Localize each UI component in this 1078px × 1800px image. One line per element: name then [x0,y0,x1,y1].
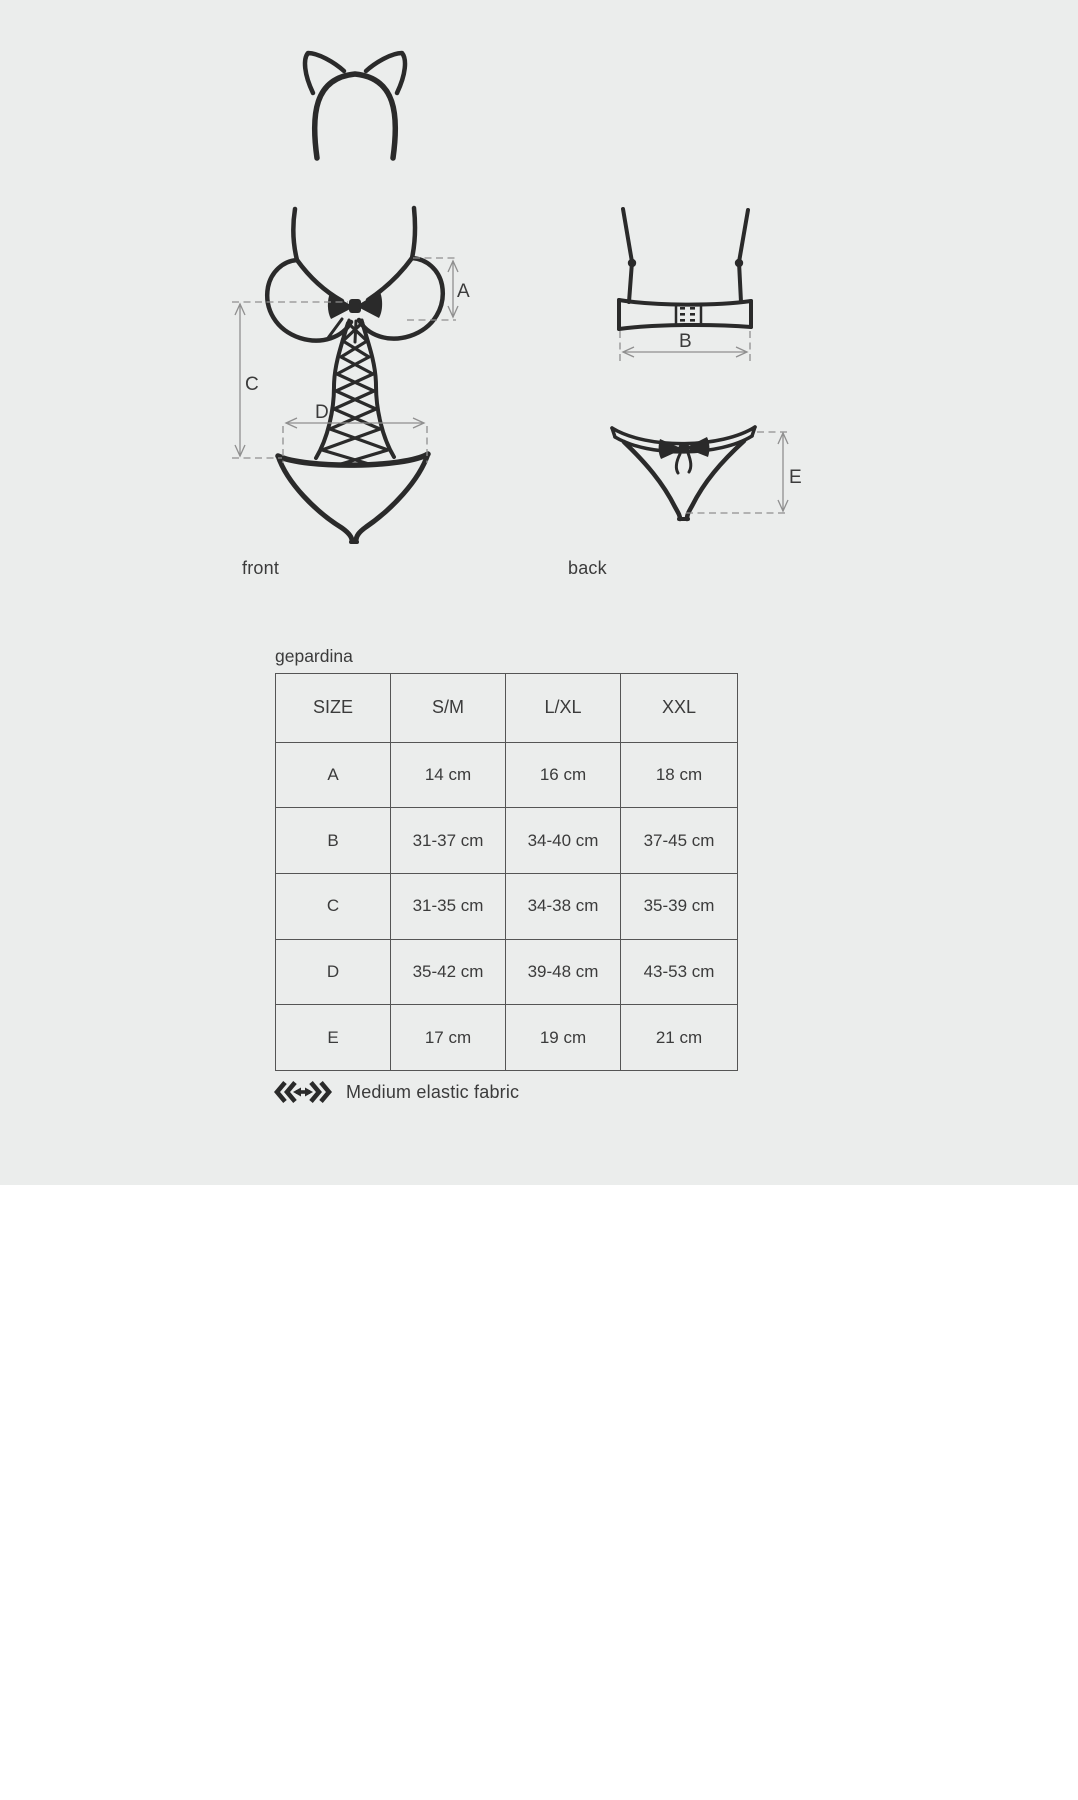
front-view-caption: front [242,558,280,578]
dim-label-d: D [315,402,329,423]
size-cell: 21 cm [621,1005,738,1071]
size-cell: 31-37 cm [391,808,506,874]
fabric-note-text: Medium elastic fabric [346,1081,520,1102]
row-label: C [276,874,391,940]
back-thong [612,427,755,519]
size-cell: 43-53 cm [621,939,738,1005]
dim-label-e: E [789,467,802,488]
size-table-header-size: SIZE [276,674,391,743]
size-cell: 18 cm [621,742,738,808]
size-cell: 14 cm [391,742,506,808]
front-panty [278,454,428,542]
product-name: gepardina [275,646,353,666]
size-cell: 34-40 cm [506,808,621,874]
size-table-row-c [276,874,738,940]
size-cell: 31-35 cm [391,874,506,940]
size-table-header-lxl: L/XL [506,674,621,743]
row-label: A [276,742,391,808]
size-cell: 19 cm [506,1005,621,1071]
front-right-strap [412,208,415,258]
back-view-caption: back [568,558,607,578]
row-label: B [276,808,391,874]
dim-label-a: A [457,281,470,302]
dim-label-c: C [245,374,259,395]
size-cell: 39-48 cm [506,939,621,1005]
size-table-row-a [276,742,738,808]
size-cell: 35-39 cm [621,874,738,940]
hook-eye-closure [676,305,701,324]
size-cell: 34-38 cm [506,874,621,940]
back-view-drawing [612,209,755,519]
garment-diagram [0,0,1078,620]
size-table-header-row [276,674,738,743]
size-cell: 17 cm [391,1005,506,1071]
size-table [275,673,738,1071]
size-table-header-sm: S/M [391,674,506,743]
back-bra-band [619,209,751,329]
size-cell: 37-45 cm [621,808,738,874]
size-table-row-e [276,1005,738,1071]
elastic-stretch-arrow-icon [274,1080,332,1104]
row-label: E [276,1005,391,1071]
fabric-legend [274,1080,519,1104]
size-table-row-b [276,808,738,874]
back-dimension-lines [620,331,802,513]
size-table-row-d [276,939,738,1005]
size-cell: 35-42 cm [391,939,506,1005]
size-table-header-xxl: XXL [621,674,738,743]
cat-ears-headband-icon [305,53,405,158]
front-left-strap [293,209,297,260]
row-label: D [276,939,391,1005]
size-cell: 16 cm [506,742,621,808]
dim-label-b: B [679,331,692,352]
